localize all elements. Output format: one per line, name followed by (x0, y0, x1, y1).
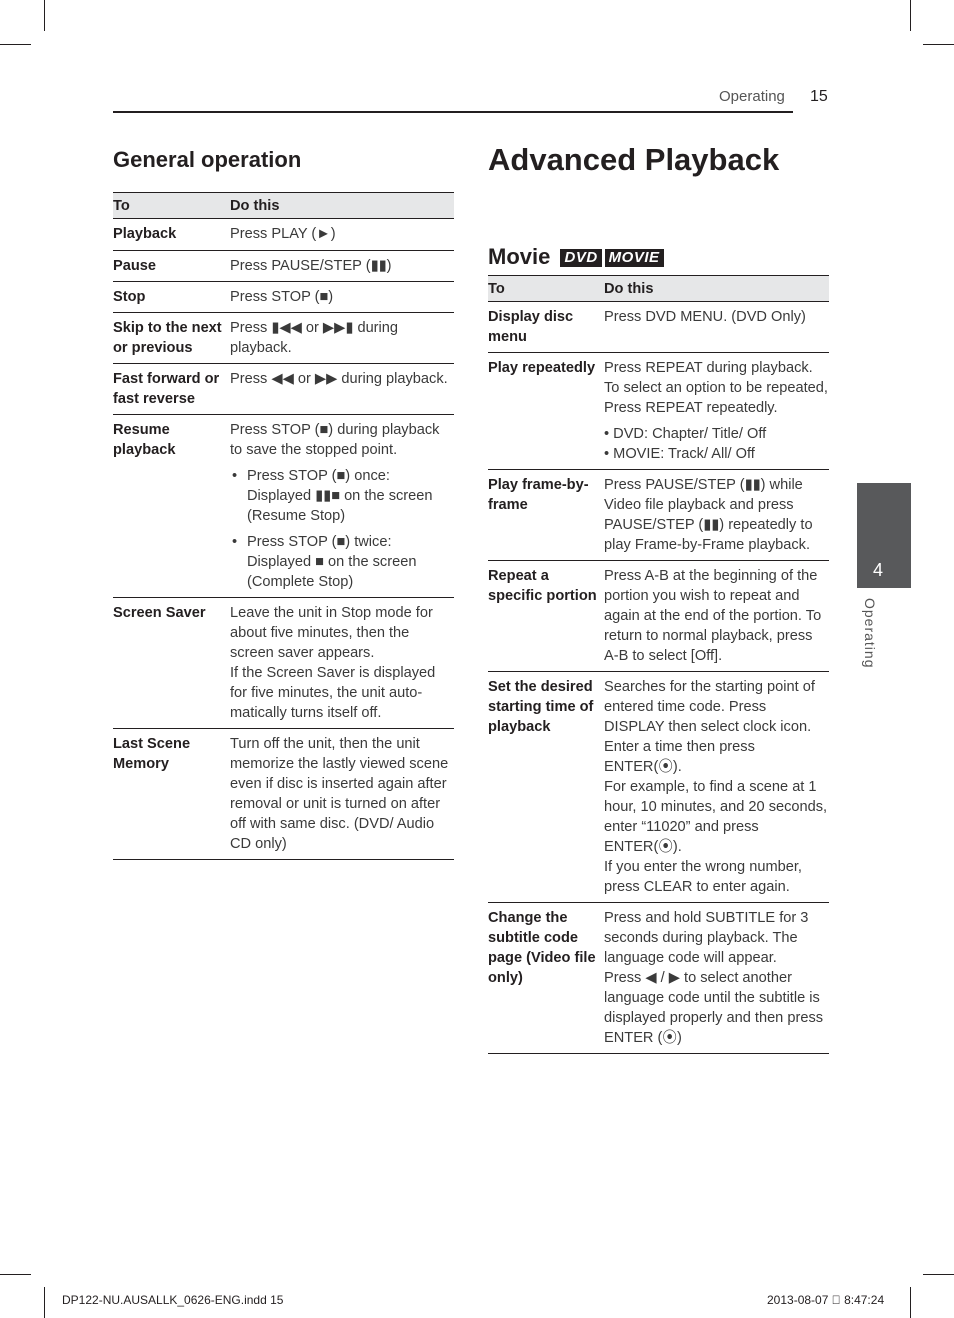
col-do-header: Do this (230, 193, 454, 219)
crop-mark (910, 0, 911, 31)
row-label: Play repeatedly (488, 353, 604, 470)
row-value-text: For example, to find a scene at 1 hour, 10 minutes, and 20 seconds, enter “11020” and press ENTER(⦿). (604, 779, 828, 855)
movie-table (488, 275, 829, 1054)
row-value (604, 903, 829, 1054)
row-value-text: If the Screen Saver is displayed for five minutes, the unit auto-matically turns itself off. (230, 665, 436, 721)
row-value-text: Leave the unit in Stop mode for about five minutes, then the screen saver appears. (230, 605, 433, 661)
row-label: Set the desired starting time of playback (488, 672, 604, 903)
general-operation-heading: General operation (113, 147, 302, 172)
movie-badge: MOVIE (605, 249, 664, 267)
general-operation-table (113, 192, 454, 860)
footer-file-info: DP122-NU.AUSALLK_0626-ENG.indd 15 (62, 1293, 284, 1307)
col-to-header: To (113, 193, 230, 219)
chapter-number: 4 (872, 560, 883, 580)
row-value: Press ◀◀ or ▶▶ during playback. (230, 364, 454, 415)
option-item: • MOVIE: Track/ All/ Off (604, 446, 755, 462)
movie-heading (488, 244, 664, 270)
crop-mark (923, 1274, 954, 1275)
table-row (113, 598, 454, 729)
advanced-playback-heading: Advanced Playback (488, 142, 780, 177)
chapter-label: Operating (862, 598, 878, 669)
crop-mark (44, 0, 45, 31)
row-value (230, 598, 454, 729)
row-value: Press A-B at the beginning of the portion you wish to repeat and again at the end of the portion. To return to normal playback, press A-B to select [Off]. (604, 561, 829, 672)
page-number: 15 (810, 88, 828, 105)
row-value: Turn off the unit, then the unit memorize the lastly viewed scene even if disc is inserted again after removal or unit is turned on after off with same disc. (DVD/ Audio CD only) (230, 729, 454, 860)
bullet-item: • Press STOP (■) twice: Displayed ■ on the screen (Complete Stop) (230, 532, 454, 592)
crop-mark (910, 1287, 911, 1318)
row-label: Screen Saver (113, 598, 230, 729)
row-label: Playback (113, 219, 230, 251)
row-value: Press DVD MENU. (DVD Only) (604, 302, 829, 353)
running-header-section: Operating (719, 88, 785, 105)
table-row (488, 561, 829, 672)
table-row (113, 251, 454, 282)
table-row (488, 302, 829, 353)
footer-time: 8:47:24 (844, 1293, 885, 1307)
header-rule (113, 111, 793, 113)
row-value-text: Press REPEAT during playback. To select an option to be repeated, Press REPEAT repeatedly. (604, 360, 828, 416)
row-label: Last Scene Memory (113, 729, 230, 860)
table-row (488, 353, 829, 470)
row-label: Resume playback (113, 415, 230, 598)
row-value: Press PLAY (►) (230, 219, 454, 251)
row-label: Play frame-by-frame (488, 470, 604, 561)
table-row (488, 470, 829, 561)
row-value: Press STOP (■) (230, 282, 454, 313)
row-label: Stop (113, 282, 230, 313)
table-row (488, 672, 829, 903)
crop-mark (0, 1274, 31, 1275)
table-row (113, 313, 454, 364)
row-label: Change the subtitle code page (Video file only) (488, 903, 604, 1054)
footer-glyph: 􀀀 (831, 1293, 841, 1307)
table-row (113, 364, 454, 415)
row-value-text: If you enter the wrong number, press CLEAR to enter again. (604, 859, 802, 895)
dvd-badge: DVD (560, 249, 601, 267)
table-header-row (113, 193, 454, 219)
row-label: Fast forward or fast reverse (113, 364, 230, 415)
table-header-row (488, 276, 829, 302)
row-label: Skip to the next or previous (113, 313, 230, 364)
crop-mark (44, 1287, 45, 1318)
bullet-item: • Press STOP (■) once: Displayed ▮▮■ on the screen (Resume Stop) (230, 466, 454, 526)
table-row (113, 282, 454, 313)
row-label: Repeat a specific portion (488, 561, 604, 672)
crop-mark (0, 44, 31, 45)
table-row (488, 903, 829, 1054)
col-do-header: Do this (604, 276, 829, 302)
row-value: Press ▮◀◀ or ▶▶▮ during playback. (230, 313, 454, 364)
footer-timestamp (767, 1293, 884, 1307)
option-item: • DVD: Chapter/ Title/ Off (604, 426, 767, 442)
row-label: Display disc menu (488, 302, 604, 353)
row-value-text: Press ◀ / ▶ to select another language code until the subtitle is displayed properly and then press ENTER (⦿) (604, 970, 824, 1046)
footer-date: 2013-08-07 (767, 1293, 829, 1307)
table-row (113, 415, 454, 598)
row-value-text: Press STOP (■) during playback to save the stopped point. (230, 422, 440, 458)
col-to-header: To (488, 276, 604, 302)
table-row (113, 219, 454, 251)
movie-heading-text: Movie (488, 244, 551, 269)
row-value (230, 415, 454, 598)
row-label: Pause (113, 251, 230, 282)
row-value: Press PAUSE/STEP (▮▮) (230, 251, 454, 282)
row-value (604, 353, 829, 470)
table-row (113, 729, 454, 860)
crop-mark (923, 44, 954, 45)
row-value-text: Press and hold SUBTITLE for 3 seconds during playback. The language code will appear. (604, 910, 809, 966)
row-value: Press PAUSE/STEP (▮▮) while Video file playback and press PAUSE/STEP (▮▮) repeatedly to play Frame-by-Frame playback. (604, 470, 829, 561)
row-value (604, 672, 829, 903)
row-value-text: Searches for the starting point of entered time code. Press DISPLAY then select clock icon. Enter a time then press ENTER(⦿). (604, 679, 815, 775)
